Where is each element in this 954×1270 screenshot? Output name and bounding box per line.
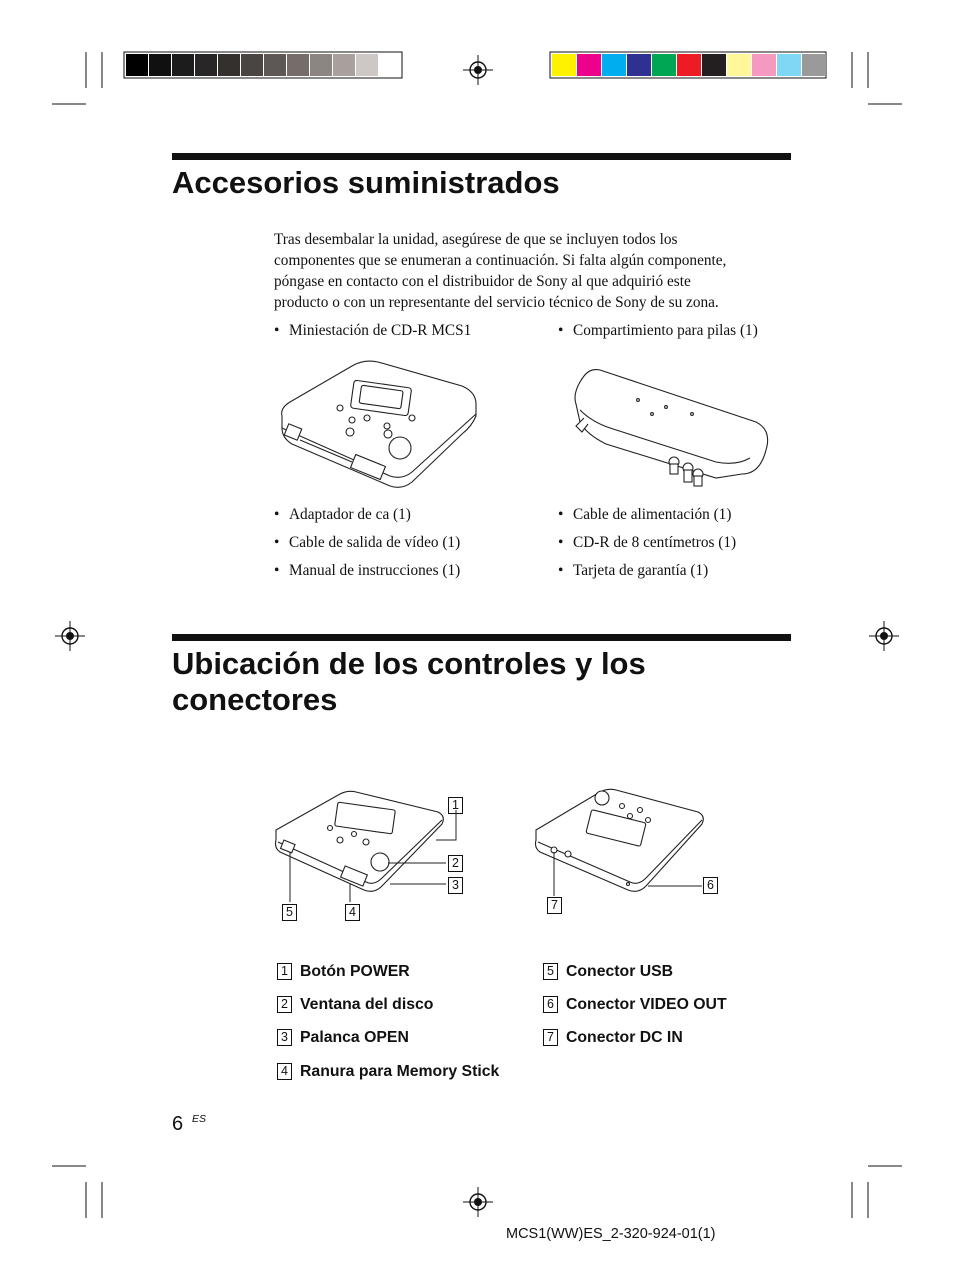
color-calibration-bar <box>550 52 828 78</box>
page-number: 6 <box>172 1113 184 1135</box>
calibration-swatch <box>149 54 171 76</box>
accessory-item: • Miniestación de CD-R MCS1 <box>274 322 472 339</box>
accessory-item: • Tarjeta de garantía (1) <box>558 562 709 579</box>
section-title-accessories: Accesorios suministrados <box>172 165 560 200</box>
callout-7: 7 <box>547 897 562 914</box>
calibration-swatch <box>602 54 626 76</box>
accessory-item: • Adaptador de ca (1) <box>274 506 411 523</box>
control-item: 2 Ventana del disco <box>277 995 433 1015</box>
calibration-swatch <box>333 54 355 76</box>
accessory-item: • Compartimiento para pilas (1) <box>558 322 758 339</box>
title-line: conectores <box>172 682 338 717</box>
intro-line: componentes que se enumeran a continuación. Si falta algún componente, <box>274 252 727 269</box>
calibration-swatch <box>777 54 801 76</box>
accessory-item: • Manual de instrucciones (1) <box>274 562 461 579</box>
section-rule <box>172 153 791 160</box>
calibration-swatch <box>379 54 401 76</box>
calibration-swatch <box>627 54 651 76</box>
calibration-swatch <box>356 54 378 76</box>
calibration-swatch <box>310 54 332 76</box>
calibration-swatch <box>552 54 576 76</box>
calibration-swatch <box>172 54 194 76</box>
calibration-swatch <box>241 54 263 76</box>
calibration-swatch <box>702 54 726 76</box>
intro-line: póngase en contacto con el distribuidor de Sony al que adquirió este <box>274 273 691 290</box>
registration-mark-icon <box>55 621 85 651</box>
control-item: 3 Palanca OPEN <box>277 1028 409 1048</box>
calibration-swatch <box>264 54 286 76</box>
calibration-swatch <box>195 54 217 76</box>
calibration-swatch <box>287 54 309 76</box>
callout-2: 2 <box>448 855 463 872</box>
battery-case-illustration <box>566 362 776 502</box>
control-item: 4 Ranura para Memory Stick <box>277 1062 499 1082</box>
intro-line: producto o con un representante del servicio técnico de Sony de su zona. <box>274 294 719 311</box>
calibration-swatch <box>577 54 601 76</box>
intro-line: Tras desembalar la unidad, asegúrese de que se incluyen todos los <box>274 231 678 248</box>
callout-4: 4 <box>345 904 360 921</box>
intro-paragraph <box>274 229 789 313</box>
registration-mark-icon <box>869 621 899 651</box>
control-item: 6 Conector VIDEO OUT <box>543 995 727 1015</box>
callout-5: 5 <box>282 904 297 921</box>
section-rule <box>172 634 791 641</box>
accessory-item: • Cable de alimentación (1) <box>558 506 732 523</box>
callout-1: 1 <box>448 797 463 814</box>
front-view-diagram <box>270 790 470 920</box>
language-code: ES <box>192 1113 207 1125</box>
accessory-item: • Cable de salida de vídeo (1) <box>274 534 461 551</box>
control-item: 5 Conector USB <box>543 962 673 982</box>
document-code: MCS1(WW)ES_2-320-924-01(1) <box>506 1226 716 1242</box>
registration-mark-icon <box>463 1187 493 1217</box>
control-item: 7 Conector DC IN <box>543 1028 683 1048</box>
accessory-item: • CD-R de 8 centímetros (1) <box>558 534 737 551</box>
calibration-swatch <box>802 54 826 76</box>
calibration-swatch <box>677 54 701 76</box>
title-line: Ubicación de los controles y los <box>172 646 646 681</box>
calibration-swatch <box>126 54 148 76</box>
calibration-swatch <box>218 54 240 76</box>
calibration-swatch <box>727 54 751 76</box>
mcs1-unit-illustration <box>272 356 482 496</box>
gray-calibration-bar <box>124 52 404 78</box>
calibration-swatch <box>752 54 776 76</box>
section-title-controls <box>172 646 646 718</box>
control-item: 1 Botón POWER <box>277 962 410 982</box>
callout-6: 6 <box>703 877 718 894</box>
callout-3: 3 <box>448 877 463 894</box>
registration-mark-icon <box>463 55 493 85</box>
calibration-swatch <box>652 54 676 76</box>
